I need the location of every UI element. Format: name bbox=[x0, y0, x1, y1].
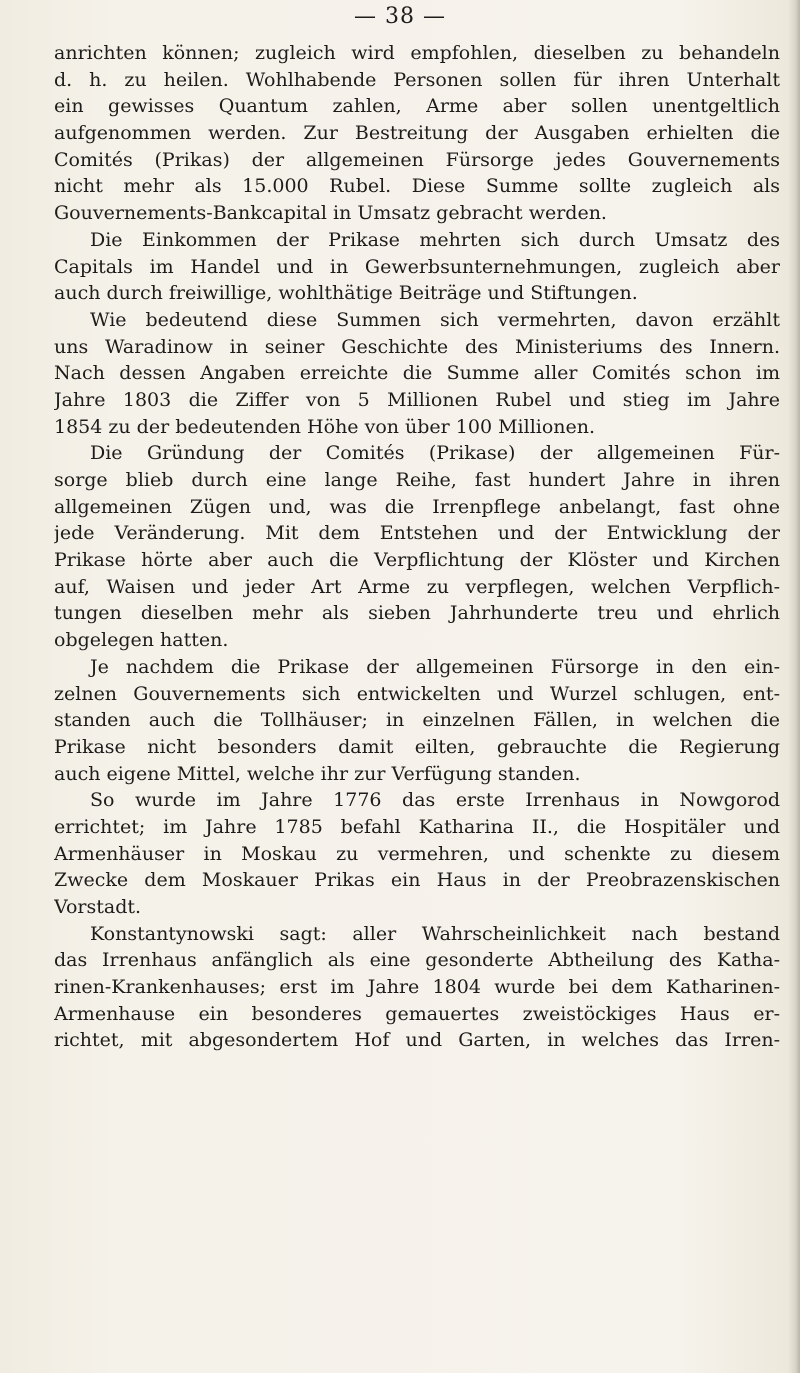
text-line: Armenhäuser in Moskau zu vermehren, und schenkte zu diesem bbox=[54, 842, 780, 865]
text-line: sorge blieb durch eine lange Reihe, fast hundert Jahre in ihren bbox=[54, 469, 780, 491]
text-line: Je nachdem die Prikase der allgemeinen Fürsorge in den ein- bbox=[90, 655, 780, 678]
text-line: Prikase hörte aber auch die Verpflichtung der Klöster und Kirchen bbox=[54, 549, 780, 572]
text-line: 1854 zu der bedeutenden Höhe von über 100 Millionen. bbox=[54, 415, 596, 438]
text-line: auch eigene Mittel, welche ihr zur Verfügung standen. bbox=[54, 762, 581, 785]
text-line: Gouvernements-Bankcapital in Umsatz gebracht werden. bbox=[54, 202, 607, 225]
text-line: auch durch freiwillige, wohlthätige Beiträge und Stiftungen. bbox=[54, 282, 638, 305]
text-line: auf, Waisen und jeder Art Arme zu verpflegen, welchen Verpflich- bbox=[54, 575, 780, 598]
text-line: aufgenommen werden. Zur Bestreitung der Ausgaben erhielten die bbox=[54, 122, 780, 145]
text-line: Armenhause ein besonderes gemauertes zweistöckiges Haus er- bbox=[54, 1002, 780, 1025]
page-edge-shadow bbox=[788, 0, 800, 1373]
text-line: Prikase nicht besonders damit eilten, gebrauchte die Regierung bbox=[54, 735, 780, 758]
text-line: standen auch die Tollhäuser; in einzelnen Fällen, in welchen die bbox=[54, 709, 780, 732]
text-line: d. h. zu heilen. Wohlhabende Personen sollen für ihren Unterhalt bbox=[54, 68, 780, 91]
text-line: uns Waradinow in seiner Geschichte des Ministeriums des Innern. bbox=[54, 335, 780, 358]
text-line: Jahre 1803 die Ziffer von 5 Millionen Rubel und stieg im Jahre bbox=[54, 388, 780, 411]
text-line: Wie bedeutend diese Summen sich vermehrten, davon erzählt bbox=[90, 308, 780, 331]
text-line: nicht mehr als 15.000 Rubel. Diese Summe sollte zugleich als bbox=[54, 175, 780, 198]
text-line: tungen dieselben mehr als sieben Jahrhunderte treu und ehrlich bbox=[54, 602, 780, 625]
text-line: Vorstadt. bbox=[54, 896, 142, 918]
text-line: Comités (Prikas) der allgemeinen Fürsorge jedes Gouvernements bbox=[54, 148, 780, 171]
text-line: allgemeinen Zügen und, was die Irrenpflege anbelangt, fast ohne bbox=[54, 495, 780, 518]
text-line: Die Einkommen der Prikase mehrten sich durch Umsatz des bbox=[90, 228, 780, 251]
text-line: anrichten können; zugleich wird empfohlen, dieselben zu behandeln bbox=[54, 42, 780, 64]
text-line: Capitals im Handel und in Gewerbsunternehmungen, zugleich aber bbox=[54, 255, 780, 278]
page-number: — 38 — bbox=[354, 4, 446, 29]
text-line: ein gewisses Quantum zahlen, Arme aber sollen unentgeltlich bbox=[54, 95, 780, 118]
text-line: rinen-Krankenhauses; erst im Jahre 1804 wurde bei dem Katharinen- bbox=[54, 976, 780, 999]
body-text bbox=[54, 40, 780, 1054]
text-line: zelnen Gouvernements sich entwickelten und Wurzel schlugen, ent- bbox=[54, 682, 780, 705]
text-line: So wurde im Jahre 1776 das erste Irrenhaus in Nowgorod bbox=[90, 789, 780, 812]
text-line: Die Gründung der Comités (Prikase) der allgemeinen Für- bbox=[90, 442, 780, 465]
text-line: richtet, mit abgesondertem Hof und Garten, in welches das Irren- bbox=[54, 1029, 780, 1052]
text-line: errichtet; im Jahre 1785 befahl Katharina II., die Hospitäler und bbox=[54, 815, 780, 838]
text-line: obgelegen hatten. bbox=[54, 629, 229, 652]
text-line: jede Veränderung. Mit dem Entstehen und der Entwicklung der bbox=[54, 522, 780, 545]
text-line: Zwecke dem Moskauer Prikas ein Haus in der Preobrazenskischen bbox=[54, 869, 780, 892]
text-line: Nach dessen Angaben erreichte die Summe aller Comités schon im bbox=[54, 362, 780, 385]
text-line: das Irrenhaus anfänglich als eine gesonderte Abtheilung des Katha- bbox=[54, 949, 780, 972]
text-line: Konstantynowski sagt: aller Wahrscheinlichkeit nach bestand bbox=[90, 922, 780, 945]
